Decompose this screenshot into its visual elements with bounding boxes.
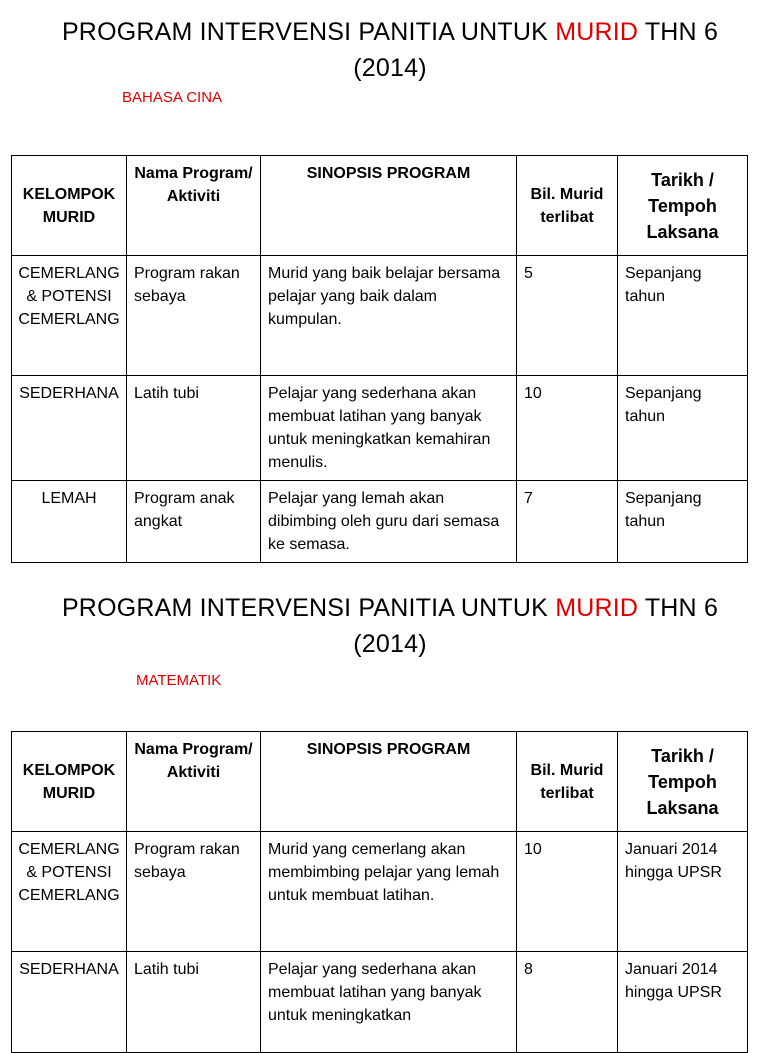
cell-count: 8 xyxy=(517,952,618,1053)
header-program: Nama Program/ Aktiviti xyxy=(127,156,261,256)
table-row xyxy=(12,832,748,952)
header-count: Bil. Murid terlibat xyxy=(517,156,618,256)
cell-date: Sepanjang tahun xyxy=(618,256,748,376)
cell-count: 7 xyxy=(517,481,618,563)
section-title xyxy=(30,590,750,662)
title-text: PROGRAM INTERVENSI PANITIA UNTUK xyxy=(61,18,556,46)
cell-synopsis: Murid yang baik belajar bersama pelajar yang baik dalam kumpulan. xyxy=(261,256,517,376)
cell-group: SEDERHANA xyxy=(12,952,127,1053)
header-date: Tarikh / Tempoh Laksana xyxy=(618,732,748,832)
header-synopsis: SINOPSIS PROGRAM xyxy=(261,732,517,832)
cell-synopsis: Pelajar yang sederhana akan membuat latihan yang banyak untuk meningkatkan xyxy=(261,952,517,1053)
header-date: Tarikh / Tempoh Laksana xyxy=(618,156,748,256)
title-highlight: MURID xyxy=(555,594,639,622)
cell-group: CEMERLANG & POTENSI CEMERLANG xyxy=(12,256,127,376)
title-highlight: MURID xyxy=(555,18,639,46)
cell-program: Program rakan sebaya xyxy=(127,256,261,376)
cell-date: Sepanjang tahun xyxy=(618,376,748,481)
program-table xyxy=(11,155,748,563)
cell-count: 10 xyxy=(517,376,618,481)
subject-label: BAHASA CINA xyxy=(122,89,223,106)
cell-date: Sepanjang tahun xyxy=(618,481,748,563)
table-row xyxy=(12,481,748,563)
cell-synopsis: Murid yang cemerlang akan membimbing pelajar yang lemah untuk membuat latihan. xyxy=(261,832,517,952)
section-title xyxy=(30,14,750,86)
table-header-row xyxy=(12,156,748,256)
header-count: Bil. Murid terlibat xyxy=(517,732,618,832)
cell-count: 10 xyxy=(517,832,618,952)
table-row xyxy=(12,376,748,481)
table-row xyxy=(12,256,748,376)
cell-group: LEMAH xyxy=(12,481,127,563)
title-text-end: THN 6 (2014) xyxy=(353,18,719,82)
cell-date: Januari 2014 hingga UPSR xyxy=(618,832,748,952)
header-kelompok: KELOMPOK MURID xyxy=(12,156,127,256)
cell-count: 5 xyxy=(517,256,618,376)
table-header-row xyxy=(12,732,748,832)
cell-program: Latih tubi xyxy=(127,376,261,481)
cell-date: Januari 2014 hingga UPSR xyxy=(618,952,748,1053)
cell-program: Program anak angkat xyxy=(127,481,261,563)
cell-group: CEMERLANG & POTENSI CEMERLANG xyxy=(12,832,127,952)
cell-program: Latih tubi xyxy=(127,952,261,1053)
title-text-end: THN 6 (2014) xyxy=(353,594,719,658)
cell-synopsis: Pelajar yang lemah akan dibimbing oleh guru dari semasa ke semasa. xyxy=(261,481,517,563)
header-program: Nama Program/ Aktiviti xyxy=(127,732,261,832)
title-text: PROGRAM INTERVENSI PANITIA UNTUK xyxy=(61,594,556,622)
cell-program: Program rakan sebaya xyxy=(127,832,261,952)
subject-label: MATEMATIK xyxy=(136,672,222,689)
header-kelompok: KELOMPOK MURID xyxy=(12,732,127,832)
table-row xyxy=(12,952,748,1053)
cell-synopsis: Pelajar yang sederhana akan membuat latihan yang banyak untuk meningkatkan kemahiran menulis. xyxy=(261,376,517,481)
cell-group: SEDERHANA xyxy=(12,376,127,481)
header-synopsis: SINOPSIS PROGRAM xyxy=(261,156,517,256)
program-table xyxy=(11,731,748,1053)
